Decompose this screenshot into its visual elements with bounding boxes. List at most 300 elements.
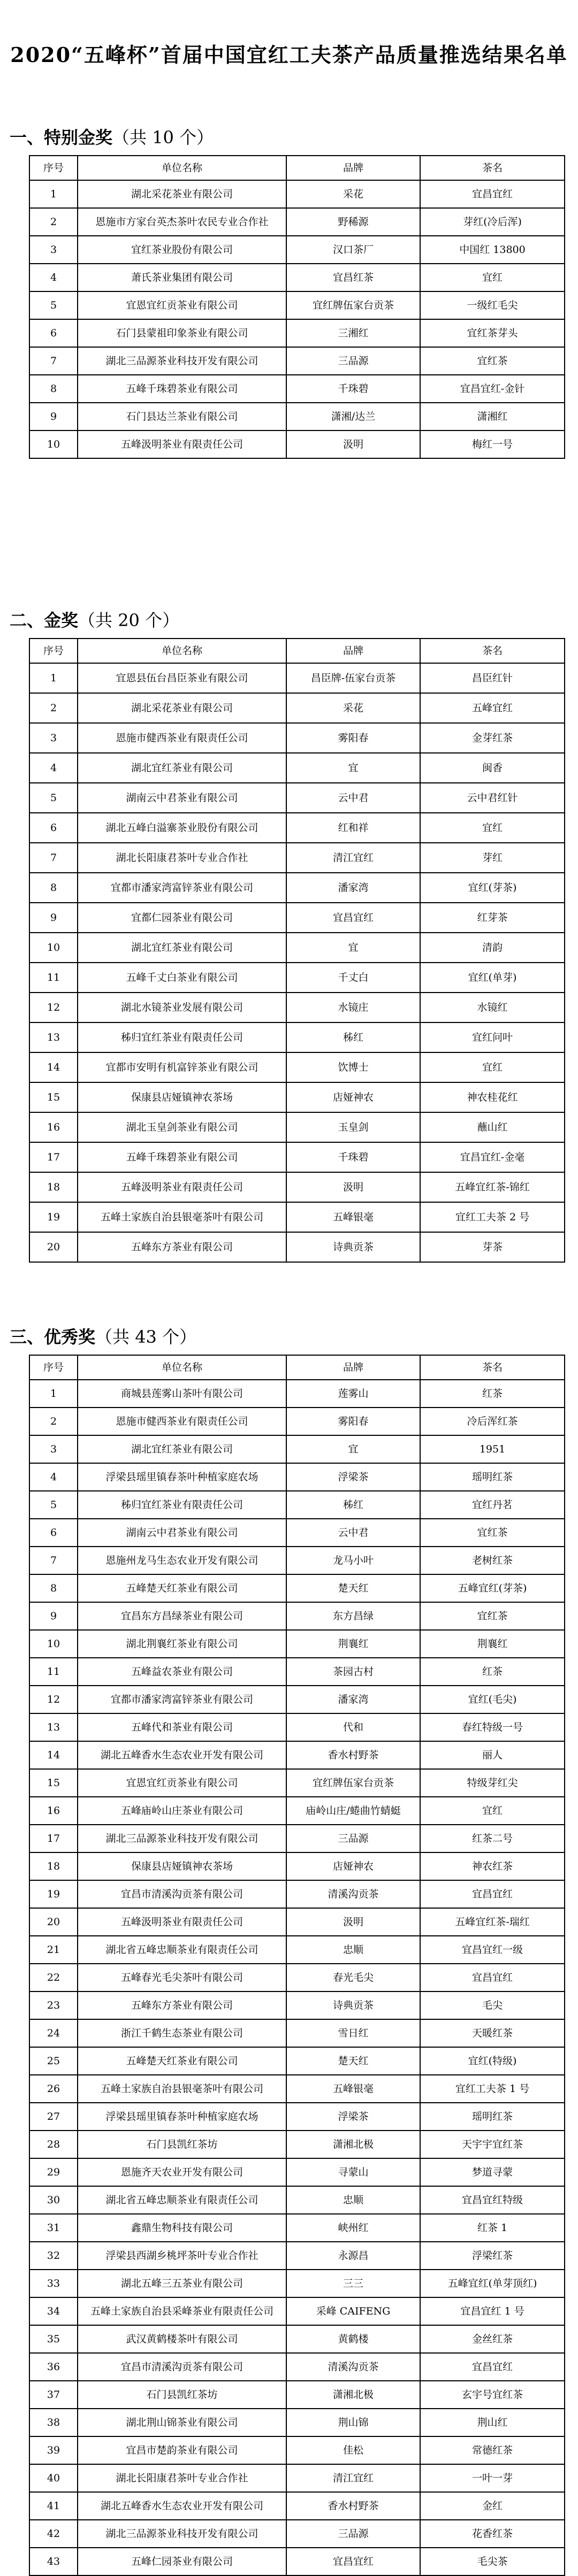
- cell-tea-name: 毛尖: [420, 1991, 565, 2019]
- cell-tea-name: 浮梁红茶: [420, 2242, 565, 2270]
- table-row: [29, 1741, 565, 1769]
- cell-tea-name: 闽香: [420, 753, 565, 783]
- table-row: [29, 1852, 565, 1880]
- cell-index: 13: [29, 1022, 78, 1052]
- cell-brand: 龙马小叶: [286, 1547, 420, 1574]
- table-row: [29, 723, 565, 753]
- cell-brand: 三品源: [286, 1825, 420, 1852]
- cell-brand: 宜昌宜红: [286, 903, 420, 933]
- cell-index: 12: [29, 1686, 78, 1713]
- table-row: [29, 1052, 565, 1082]
- cell-tea-name: 清韵: [420, 933, 565, 963]
- cell-tea-name: 花香红茶: [420, 2520, 565, 2548]
- cell-brand: 潇湘/达兰: [286, 403, 420, 430]
- cell-index: 14: [29, 1741, 78, 1769]
- table-row: [29, 843, 565, 873]
- cell-brand: 宜: [286, 933, 420, 963]
- cell-unit-name: 湖北长阳康君茶叶专业合作社: [78, 2464, 286, 2492]
- cell-brand: 秭红: [286, 1022, 420, 1052]
- cell-unit-name: 宜恩宜红贡茶业有限公司: [78, 1769, 286, 1797]
- header-unit-name: 单位名称: [78, 639, 286, 663]
- cell-brand: 三湘红: [286, 319, 420, 347]
- cell-tea-name: 红茶 1: [420, 2214, 565, 2242]
- cell-brand: 汲明: [286, 430, 420, 458]
- cell-brand: 三品源: [286, 2520, 420, 2548]
- table-row: [29, 208, 565, 236]
- table-row: [29, 2186, 565, 2214]
- cell-index: 38: [29, 2409, 78, 2436]
- special-gold-award-table: [29, 155, 565, 459]
- table-row: [29, 236, 565, 264]
- cell-brand: 清溪沟贡茶: [286, 1880, 420, 1908]
- table-row: [29, 663, 565, 693]
- table-row: [29, 1435, 565, 1463]
- table-row: [29, 1022, 565, 1052]
- cell-unit-name: 湖北水镜茶业发展有限公司: [78, 993, 286, 1022]
- cell-unit-name: 湖北五峰香水生态农业开发有限公司: [78, 1741, 286, 1769]
- cell-index: 11: [29, 1658, 78, 1686]
- document-title: 2020“五峰杯”首届中国宜红工夫茶产品质量推选结果名单: [10, 43, 568, 67]
- table-row: [29, 873, 565, 903]
- cell-unit-name: 五峰汲明茶业有限责任公司: [78, 430, 286, 458]
- cell-unit-name: 湖北三品源茶业科技开发有限公司: [78, 2520, 286, 2548]
- table-row: [29, 2325, 565, 2353]
- table-row: [29, 1630, 565, 1658]
- cell-tea-name: 天宇宇宜红茶: [420, 2131, 565, 2158]
- cell-brand: 五峰银毫: [286, 2075, 420, 2103]
- table-row: [29, 1491, 565, 1519]
- cell-tea-name: 云中君红针: [420, 783, 565, 813]
- table-row: [29, 903, 565, 933]
- cell-brand: 饮博士: [286, 1052, 420, 1082]
- cell-index: 10: [29, 430, 78, 458]
- cell-unit-name: 湖北三品源茶业科技开发有限公司: [78, 347, 286, 375]
- cell-index: 5: [29, 1491, 78, 1519]
- section-title: 三、优秀奖: [10, 1327, 96, 1347]
- cell-unit-name: 恩施市方家台英杰茶叶农民专业合作社: [78, 208, 286, 236]
- cell-tea-name: 常德红茶: [420, 2436, 565, 2464]
- header-index: 序号: [29, 1355, 78, 1380]
- cell-unit-name: 石门县凯红茶坊: [78, 2131, 286, 2158]
- cell-index: 5: [29, 291, 78, 319]
- table-row: [29, 2297, 565, 2325]
- cell-brand: 潘家湾: [286, 1686, 420, 1713]
- header-index: 序号: [29, 639, 78, 663]
- cell-index: 8: [29, 1574, 78, 1602]
- cell-unit-name: 恩施市健西茶业有限责任公司: [78, 723, 286, 753]
- cell-index: 40: [29, 2464, 78, 2492]
- cell-tea-name: 宜红: [420, 813, 565, 843]
- header-brand: 品牌: [286, 1355, 420, 1380]
- cell-unit-name: 五峰楚天红茶业有限公司: [78, 1574, 286, 1602]
- cell-tea-name: 红茶二号: [420, 1825, 565, 1852]
- cell-brand: 浮梁茶: [286, 1463, 420, 1491]
- table-row: [29, 1547, 565, 1574]
- table-row: [29, 1769, 565, 1797]
- cell-tea-name: 丽人: [420, 1741, 565, 1769]
- cell-index: 26: [29, 2075, 78, 2103]
- cell-tea-name: 荆襄红: [420, 1630, 565, 1658]
- cell-index: 9: [29, 903, 78, 933]
- section-count: （共 43 个）: [95, 1327, 197, 1347]
- header-unit-name: 单位名称: [78, 1355, 286, 1380]
- cell-brand: 潇湘北极: [286, 2381, 420, 2409]
- cell-unit-name: 宜红茶业股份有限公司: [78, 236, 286, 264]
- cell-brand: 宜昌宜红: [286, 2548, 420, 2575]
- cell-index: 43: [29, 2548, 78, 2575]
- cell-index: 19: [29, 1880, 78, 1908]
- table-row: [29, 2464, 565, 2492]
- cell-unit-name: 五峰千丈白茶业有限公司: [78, 963, 286, 993]
- cell-tea-name: 神农桂花红: [420, 1082, 565, 1112]
- cell-index: 34: [29, 2297, 78, 2325]
- cell-tea-name: 宜昌宜红: [420, 1964, 565, 1991]
- cell-unit-name: 宜昌市清溪沟贡茶有限公司: [78, 2353, 286, 2381]
- cell-tea-name: 蘸山红: [420, 1112, 565, 1142]
- table-row: [29, 2242, 565, 2270]
- cell-tea-name: 昌臣红针: [420, 663, 565, 693]
- cell-index: 4: [29, 264, 78, 291]
- cell-tea-name: 水镜红: [420, 993, 565, 1022]
- cell-index: 15: [29, 1769, 78, 1797]
- cell-index: 2: [29, 693, 78, 723]
- cell-index: 9: [29, 1602, 78, 1630]
- cell-unit-name: 湖北荆襄红茶业有限公司: [78, 1630, 286, 1658]
- cell-index: 23: [29, 1991, 78, 2019]
- cell-tea-name: 宜红茶芽头: [420, 319, 565, 347]
- cell-unit-name: 保康县店娅镇神农茶场: [78, 1082, 286, 1112]
- cell-brand: 秭红: [286, 1491, 420, 1519]
- cell-index: 11: [29, 963, 78, 993]
- cell-brand: 清江宜红: [286, 843, 420, 873]
- cell-index: 29: [29, 2158, 78, 2186]
- cell-unit-name: 石门县达兰茶业有限公司: [78, 403, 286, 430]
- cell-unit-name: 湖北宜红茶业有限公司: [78, 753, 286, 783]
- cell-tea-name: 五峰宜红: [420, 693, 565, 723]
- table-row: [29, 2131, 565, 2158]
- cell-brand: 店娅神农: [286, 1082, 420, 1112]
- cell-unit-name: 石门县凯红茶坊: [78, 2381, 286, 2409]
- cell-unit-name: 秭归宜红茶业有限责任公司: [78, 1022, 286, 1052]
- table-row: [29, 1908, 565, 1936]
- table-row: [29, 2548, 565, 2575]
- table-row: [29, 2353, 565, 2381]
- cell-index: 17: [29, 1825, 78, 1852]
- cell-brand: 诗典贡茶: [286, 1232, 420, 1262]
- cell-index: 2: [29, 208, 78, 236]
- cell-unit-name: 浮梁县瑶里镇春茶叶种植家庭农场: [78, 1463, 286, 1491]
- cell-index: 7: [29, 347, 78, 375]
- table-row: [29, 1463, 565, 1491]
- cell-index: 16: [29, 1797, 78, 1825]
- table-row: [29, 753, 565, 783]
- table-row: [29, 1574, 565, 1602]
- header-tea-name: 茶名: [420, 639, 565, 663]
- table-row: [29, 430, 565, 458]
- cell-unit-name: 宜恩县伍台昌臣茶业有限公司: [78, 663, 286, 693]
- table-row: [29, 1825, 565, 1852]
- cell-brand: 汲明: [286, 1908, 420, 1936]
- cell-brand: 三品源: [286, 347, 420, 375]
- cell-index: 39: [29, 2436, 78, 2464]
- cell-brand: 峡州红: [286, 2214, 420, 2242]
- cell-tea-name: 瑶明红茶: [420, 2103, 565, 2131]
- cell-unit-name: 五峰春光毛尖茶叶有限公司: [78, 1964, 286, 1991]
- cell-unit-name: 五峰楚天红茶业有限公司: [78, 2047, 286, 2075]
- table-row: [29, 291, 565, 319]
- cell-brand: 水镜庄: [286, 993, 420, 1022]
- table-row: [29, 319, 565, 347]
- table-row: [29, 2103, 565, 2131]
- cell-unit-name: 湖北省五峰忠顺茶业有限责任公司: [78, 2186, 286, 2214]
- cell-index: 28: [29, 2131, 78, 2158]
- cell-brand: 宜: [286, 753, 420, 783]
- table-row: [29, 933, 565, 963]
- table-row: [29, 180, 565, 208]
- cell-tea-name: 天暖红茶: [420, 2019, 565, 2047]
- cell-unit-name: 五峰仁园茶业有限公司: [78, 2548, 286, 2575]
- cell-brand: 忠顺: [286, 2186, 420, 2214]
- header-tea-name: 茶名: [420, 156, 565, 180]
- section-count: （共 10 个）: [112, 127, 214, 148]
- table-row: [29, 264, 565, 291]
- cell-index: 7: [29, 1547, 78, 1574]
- table-row: [29, 1082, 565, 1112]
- table-header-row: [29, 1355, 565, 1380]
- cell-unit-name: 浮梁县瑶里镇春茶叶种植家庭农场: [78, 2103, 286, 2131]
- cell-unit-name: 湖北省五峰忠顺茶业有限责任公司: [78, 1936, 286, 1964]
- cell-unit-name: 湖南云中君茶业有限公司: [78, 783, 286, 813]
- cell-brand: 雾阳春: [286, 723, 420, 753]
- cell-unit-name: 五峰庙岭山庄茶业有限公司: [78, 1797, 286, 1825]
- cell-unit-name: 浮梁县西湖乡桃坪茶叶专业合作社: [78, 2242, 286, 2270]
- cell-brand: 雾阳春: [286, 1408, 420, 1435]
- table-row: [29, 1713, 565, 1741]
- table-row: [29, 813, 565, 843]
- cell-unit-name: 宜都市潘家湾富锌茶业有限公司: [78, 873, 286, 903]
- table-row: [29, 1408, 565, 1435]
- cell-tea-name: 宜红工夫茶 1 号: [420, 2075, 565, 2103]
- cell-index: 3: [29, 723, 78, 753]
- table-row: [29, 1519, 565, 1547]
- cell-brand: 千珠碧: [286, 1142, 420, 1172]
- table-row: [29, 2270, 565, 2297]
- cell-tea-name: 潇湘红: [420, 403, 565, 430]
- cell-unit-name: 宜昌市楚韵茶业有限公司: [78, 2436, 286, 2464]
- cell-tea-name: 宜昌宜红特级: [420, 2186, 565, 2214]
- cell-unit-name: 鑫鼎生物科技有限公司: [78, 2214, 286, 2242]
- cell-unit-name: 湖北荆山锦茶业有限公司: [78, 2409, 286, 2436]
- cell-index: 25: [29, 2047, 78, 2075]
- cell-brand: 宜: [286, 1435, 420, 1463]
- cell-tea-name: 红芽茶: [420, 903, 565, 933]
- cell-tea-name: 金芽红茶: [420, 723, 565, 753]
- cell-unit-name: 五峰汲明茶业有限责任公司: [78, 1172, 286, 1202]
- table-row: [29, 375, 565, 403]
- table-row: [29, 993, 565, 1022]
- table-row: [29, 2520, 565, 2548]
- cell-brand: 昌臣牌-伍家台贡茶: [286, 663, 420, 693]
- cell-brand: 野稀源: [286, 208, 420, 236]
- cell-tea-name: 宜昌宜红: [420, 180, 565, 208]
- cell-index: 3: [29, 1435, 78, 1463]
- cell-tea-name: 宜红: [420, 264, 565, 291]
- cell-index: 20: [29, 1908, 78, 1936]
- cell-tea-name: 宜红: [420, 1797, 565, 1825]
- cell-index: 4: [29, 1463, 78, 1491]
- cell-tea-name: 芽茶: [420, 1232, 565, 1262]
- section-title: 二、金奖: [10, 610, 79, 630]
- cell-brand: 采峰 CAIFENG: [286, 2297, 420, 2325]
- cell-index: 35: [29, 2325, 78, 2353]
- cell-unit-name: 宜都市潘家湾富锌茶业有限公司: [78, 1686, 286, 1713]
- table-row: [29, 2381, 565, 2409]
- section-title: 一、特别金奖: [10, 127, 113, 148]
- cell-unit-name: 湖北长阳康君茶叶专业合作社: [78, 843, 286, 873]
- cell-brand: 香水村野茶: [286, 1741, 420, 1769]
- cell-index: 31: [29, 2214, 78, 2242]
- section-heading-gold: [10, 607, 179, 632]
- cell-index: 30: [29, 2186, 78, 2214]
- table-row: [29, 2158, 565, 2186]
- table-row: [29, 347, 565, 375]
- cell-tea-name: 宜昌宜红: [420, 1880, 565, 1908]
- header-tea-name: 茶名: [420, 1355, 565, 1380]
- cell-index: 10: [29, 933, 78, 963]
- cell-brand: 忠顺: [286, 1936, 420, 1964]
- cell-index: 21: [29, 1936, 78, 1964]
- cell-tea-name: 1951: [420, 1435, 565, 1463]
- cell-index: 9: [29, 403, 78, 430]
- cell-tea-name: 一叶一芽: [420, 2464, 565, 2492]
- cell-unit-name: 商城县莲雾山茶叶有限公司: [78, 1380, 286, 1408]
- cell-brand: 楚天红: [286, 1574, 420, 1602]
- table-row: [29, 2019, 565, 2047]
- cell-brand: 汉口茶厂: [286, 236, 420, 264]
- cell-tea-name: 芽红: [420, 843, 565, 873]
- cell-index: 37: [29, 2381, 78, 2409]
- cell-tea-name: 五峰宜红(单芽顶红): [420, 2270, 565, 2297]
- cell-brand: 诗典贡茶: [286, 1991, 420, 2019]
- header-index: 序号: [29, 156, 78, 180]
- cell-index: 2: [29, 1408, 78, 1435]
- cell-unit-name: 五峰代和茶业有限公司: [78, 1713, 286, 1741]
- cell-brand: 宜红牌伍家台贡茶: [286, 1769, 420, 1797]
- table-header-row: [29, 639, 565, 663]
- cell-index: 8: [29, 375, 78, 403]
- table-row: [29, 2075, 565, 2103]
- table-row: [29, 1880, 565, 1908]
- section-heading-special-gold: [10, 124, 214, 149]
- cell-index: 12: [29, 993, 78, 1022]
- cell-tea-name: 宜昌宜红: [420, 2353, 565, 2381]
- excellent-award-table: [29, 1355, 565, 2576]
- cell-tea-name: 春红特级一号: [420, 1713, 565, 1741]
- gold-award-table: [29, 638, 565, 1263]
- table-row: [29, 1380, 565, 1408]
- cell-tea-name: 宜昌宜红 1 号: [420, 2297, 565, 2325]
- table-row: [29, 1602, 565, 1630]
- cell-brand: 代和: [286, 1713, 420, 1741]
- cell-index: 3: [29, 236, 78, 264]
- cell-brand: 黄鹤楼: [286, 2325, 420, 2353]
- table-row: [29, 2436, 565, 2464]
- cell-tea-name: 瑶明红茶: [420, 1463, 565, 1491]
- cell-unit-name: 恩施齐天农业开发有限公司: [78, 2158, 286, 2186]
- table-row: [29, 2492, 565, 2520]
- cell-unit-name: 湖北五峰白溢寨茶业股份有限公司: [78, 813, 286, 843]
- cell-tea-name: 神农红茶: [420, 1852, 565, 1880]
- cell-tea-name: 宜昌宜红-金针: [420, 375, 565, 403]
- cell-tea-name: 冷后浑红茶: [420, 1408, 565, 1435]
- cell-index: 16: [29, 1112, 78, 1142]
- cell-brand: 浮梁茶: [286, 2103, 420, 2131]
- table-row: [29, 2214, 565, 2242]
- cell-unit-name: 萧氏茶业集团有限公司: [78, 264, 286, 291]
- cell-unit-name: 湖北五峰香水生态农业开发有限公司: [78, 2492, 286, 2520]
- cell-unit-name: 湖北五峰三五茶业有限公司: [78, 2270, 286, 2297]
- cell-unit-name: 五峰千珠碧茶业有限公司: [78, 375, 286, 403]
- cell-tea-name: 梅红一号: [420, 430, 565, 458]
- cell-unit-name: 宜都仁园茶业有限公司: [78, 903, 286, 933]
- cell-brand: 千丈白: [286, 963, 420, 993]
- cell-index: 1: [29, 663, 78, 693]
- cell-brand: 宜昌红茶: [286, 264, 420, 291]
- cell-index: 42: [29, 2520, 78, 2548]
- cell-brand: 潘家湾: [286, 873, 420, 903]
- cell-index: 10: [29, 1630, 78, 1658]
- table-row: [29, 1658, 565, 1686]
- cell-index: 1: [29, 180, 78, 208]
- cell-index: 27: [29, 2103, 78, 2131]
- cell-unit-name: 湖北三品源茶业科技开发有限公司: [78, 1825, 286, 1852]
- cell-brand: 宜红牌伍家台贡茶: [286, 291, 420, 319]
- cell-tea-name: 金红: [420, 2492, 565, 2520]
- cell-unit-name: 湖北采花茶业有限公司: [78, 180, 286, 208]
- cell-tea-name: 梦道寻蒙: [420, 2158, 565, 2186]
- section-count: （共 20 个）: [78, 610, 180, 630]
- cell-index: 7: [29, 843, 78, 873]
- cell-brand: 东方昌绿: [286, 1602, 420, 1630]
- cell-tea-name: 红茶: [420, 1658, 565, 1686]
- header-brand: 品牌: [286, 156, 420, 180]
- cell-brand: 潇湘北极: [286, 2131, 420, 2158]
- cell-brand: 寻蒙山: [286, 2158, 420, 2186]
- table-row: [29, 1686, 565, 1713]
- table-row: [29, 1172, 565, 1202]
- cell-unit-name: 恩施州龙马生态农业开发有限公司: [78, 1547, 286, 1574]
- cell-tea-name: 宜红茶: [420, 1602, 565, 1630]
- cell-index: 19: [29, 1202, 78, 1232]
- cell-brand: 茶园古村: [286, 1658, 420, 1686]
- cell-index: 41: [29, 2492, 78, 2520]
- cell-unit-name: 宜恩宜红贡茶业有限公司: [78, 291, 286, 319]
- cell-index: 6: [29, 319, 78, 347]
- cell-tea-name: 宜红: [420, 1052, 565, 1082]
- table-row: [29, 2047, 565, 2075]
- cell-unit-name: 湖北采花茶业有限公司: [78, 693, 286, 723]
- cell-tea-name: 宜红(毛尖): [420, 1686, 565, 1713]
- table-row: [29, 1112, 565, 1142]
- table-row: [29, 1202, 565, 1232]
- cell-brand: 五峰银毫: [286, 1202, 420, 1232]
- cell-tea-name: 玄宇号宜红茶: [420, 2381, 565, 2409]
- cell-index: 17: [29, 1142, 78, 1172]
- cell-unit-name: 武汉黄鹤楼茶叶有限公司: [78, 2325, 286, 2353]
- cell-index: 1: [29, 1380, 78, 1408]
- cell-tea-name: 中国红 13800: [420, 236, 565, 264]
- table-row: [29, 1142, 565, 1172]
